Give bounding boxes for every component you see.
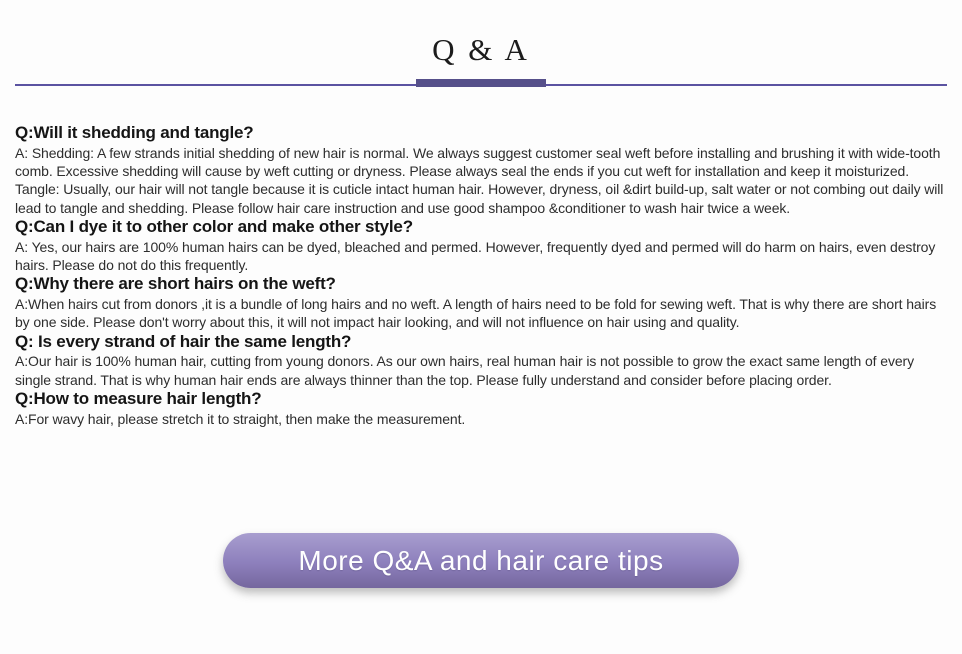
more-qa-button[interactable]: More Q&A and hair care tips <box>223 533 739 588</box>
qa-item <box>15 123 947 217</box>
qa-answer: Tangle: Usually, our hair will not tangle because it is cuticle intact human hair. However, dryness, oil &dirt build-up, salt water or not combing out daily will lead to tangle and shedding. Please follow hair care instruction and use good shampoo &conditioner to wash hair twice a week. <box>15 181 944 216</box>
qa-list <box>15 123 947 428</box>
qa-item <box>15 389 947 428</box>
qa-answer: A:Our hair is 100% human hair, cutting from young donors. As our own hairs, real human hair is not possible to grow the exact same length of every single strand. That is why human hair ends are always thinner than the top. Please fully understand and consider before placing order. <box>15 353 914 388</box>
qa-answer: A: Yes, our hairs are 100% human hairs can be dyed, bleached and permed. However, frequently dyed and permed will do harm on hairs, even destroy hairs. Please do not do this frequently. <box>15 238 936 274</box>
qa-item <box>15 332 947 389</box>
page-title: Q & A <box>432 32 530 67</box>
qa-item <box>15 217 947 274</box>
qa-question: Q:How to measure hair length? <box>15 389 262 409</box>
qa-item <box>15 274 947 331</box>
qa-question: Q:Can I dye it to other color and make other style? <box>15 217 413 237</box>
qa-answer: A:For wavy hair, please stretch it to straight, then make the measurement. <box>15 410 466 427</box>
qa-answer: A:When hairs cut from donors ,it is a bundle of long hairs and no weft. A length of hairs need to be fold for sewing weft. That is why there are short hairs by one side. Please don't worry about this, it will not impact hair looking, and will not influence on hair using and quality. <box>15 295 937 331</box>
title-divider <box>15 79 947 87</box>
qa-question: Q: Is every strand of hair the same length? <box>15 331 352 351</box>
qa-answer: A: Shedding: A few strands initial shedding of new hair is normal. We always suggest customer seal weft before installing and brushing it with wide-tooth comb. Excessive shedding will cause by weft cutting or dryness. Please always seal the ends if you cut weft for installation and keep it moisturized. <box>15 144 941 179</box>
qa-question: Q:Will it shedding and tangle? <box>15 123 254 142</box>
qa-question: Q:Why there are short hairs on the weft? <box>15 274 336 294</box>
divider-accent-bar <box>416 79 546 87</box>
page-header <box>0 0 962 87</box>
